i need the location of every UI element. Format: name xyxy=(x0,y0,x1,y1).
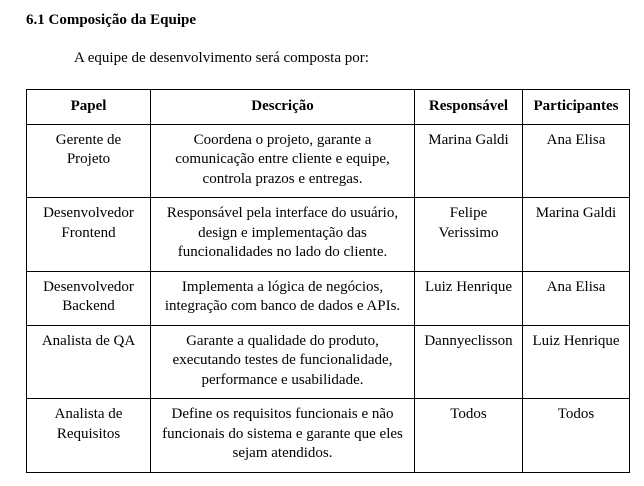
cell-descricao: Responsável pela interface do usuário, design e implementação das funcionalidades no lado do cliente. xyxy=(151,198,415,272)
cell-participantes: Todos xyxy=(523,399,630,473)
cell-participantes: Ana Elisa xyxy=(523,271,630,325)
cell-descricao: Coordena o projeto, garante a comunicação entre cliente e equipe, controla prazos e entregas. xyxy=(151,124,415,198)
table-row xyxy=(27,399,630,473)
table-row xyxy=(27,124,630,198)
cell-papel: Desenvolvedor Frontend xyxy=(27,198,151,272)
cell-responsavel: Todos xyxy=(415,399,523,473)
cell-responsavel: Marina Galdi xyxy=(415,124,523,198)
cell-papel: Analista de Requisitos xyxy=(27,399,151,473)
cell-responsavel: Dannyeclisson xyxy=(415,325,523,399)
table-header-row xyxy=(27,90,630,125)
header-participantes: Participantes xyxy=(523,90,630,125)
cell-participantes: Ana Elisa xyxy=(523,124,630,198)
cell-participantes: Luiz Henrique xyxy=(523,325,630,399)
cell-papel: Analista de QA xyxy=(27,325,151,399)
intro-text: A equipe de desenvolvimento será composta por: xyxy=(74,50,369,66)
cell-papel: Desenvolvedor Backend xyxy=(27,271,151,325)
cell-responsavel: Felipe Verissimo xyxy=(415,198,523,272)
cell-descricao: Define os requisitos funcionais e não funcionais do sistema e garante que eles sejam atendidos. xyxy=(151,399,415,473)
cell-papel: Gerente de Projeto xyxy=(27,124,151,198)
table-row xyxy=(27,198,630,272)
cell-descricao: Garante a qualidade do produto, executando testes de funcionalidade, performance e usabilidade. xyxy=(151,325,415,399)
table-row xyxy=(27,271,630,325)
header-descricao: Descrição xyxy=(151,90,415,125)
cell-participantes: Marina Galdi xyxy=(523,198,630,272)
table-row xyxy=(27,325,630,399)
header-papel: Papel xyxy=(27,90,151,125)
section-title: 6.1 Composição da Equipe xyxy=(26,12,197,28)
header-responsavel: Responsável xyxy=(415,90,523,125)
team-table xyxy=(26,89,630,473)
cell-descricao: Implementa a lógica de negócios, integração com banco de dados e APIs. xyxy=(151,271,415,325)
cell-responsavel: Luiz Henrique xyxy=(415,271,523,325)
